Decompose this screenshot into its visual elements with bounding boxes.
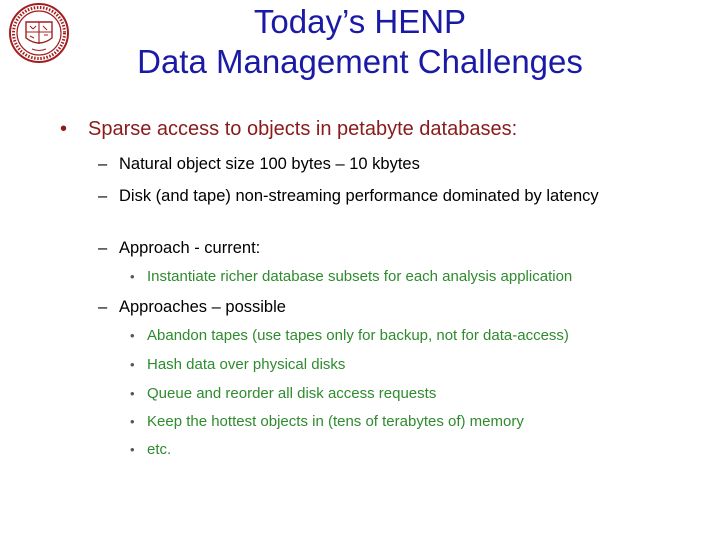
possible-item-text: Hash data over physical disks: [147, 356, 346, 373]
bullet-marker: •: [130, 386, 135, 401]
possible-item-text: Abandon tapes (use tapes only for backup, not for data-access): [147, 327, 569, 344]
dash-marker: –: [98, 155, 108, 173]
possible-item-text: Keep the hottest objects in (tens of terabytes of) memory: [147, 413, 524, 430]
current-item-text: Instantiate richer database subsets for each analysis application: [147, 268, 573, 285]
bullet-marker: •: [130, 414, 135, 429]
slide-title-line-1: Today’s HENP: [253, 3, 467, 40]
sub-item-text: Approaches – possible: [119, 298, 286, 316]
bullet-marker: •: [60, 118, 68, 140]
sub-item-text: Approach - current:: [119, 239, 261, 257]
slide-title-line-2: Data Management Challenges: [137, 43, 583, 80]
dash-marker: –: [98, 239, 108, 257]
sub-item-text: Disk (and tape) non-streaming performance dominated by latency: [119, 187, 599, 205]
possible-item-text: etc.: [147, 441, 172, 458]
bullet-marker: •: [130, 328, 135, 343]
sub-item-text: Natural object size 100 bytes – 10 kbytes: [119, 155, 420, 173]
slide-title: [0, 2, 720, 82]
bullet-marker: •: [130, 442, 135, 457]
possible-item-text: Queue and reorder all disk access requests: [147, 385, 437, 402]
main-bullet-text: Sparse access to objects in petabyte databases:: [88, 118, 518, 140]
bullet-marker: •: [130, 269, 135, 284]
dash-marker: –: [98, 298, 108, 316]
dash-marker: –: [98, 187, 108, 205]
bullet-marker: •: [130, 357, 135, 372]
